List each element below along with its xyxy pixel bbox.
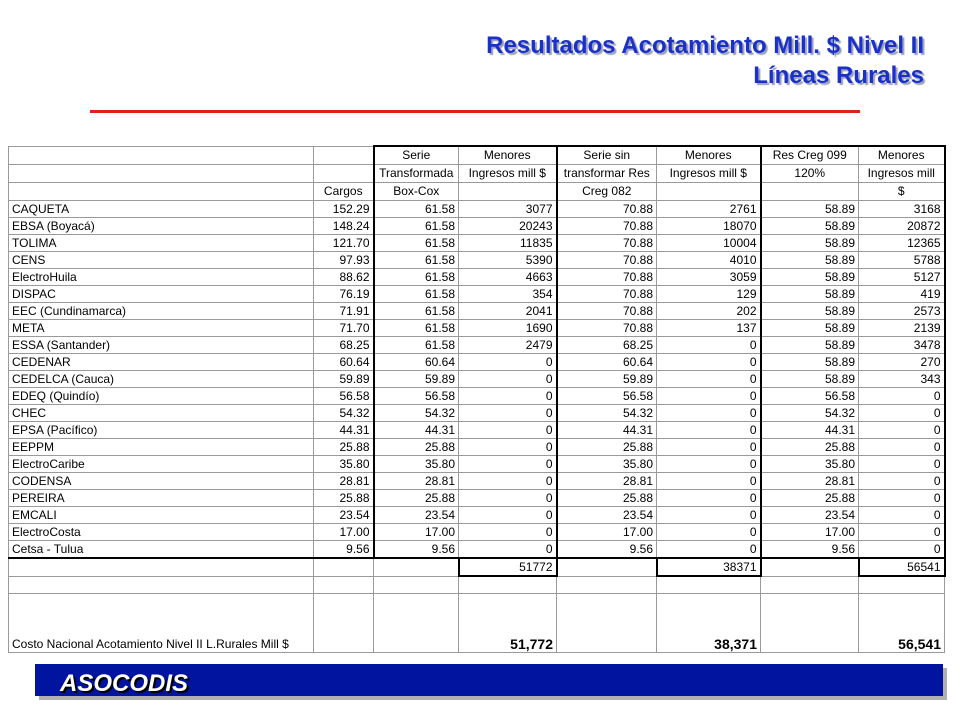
value-cell: 9.56 [374, 541, 459, 559]
value-cell: 61.58 [374, 235, 459, 252]
value-cell: 0 [657, 354, 761, 371]
value-cell: 61.58 [374, 337, 459, 354]
value-cell: 35.80 [557, 456, 657, 473]
value-cell: 0 [859, 422, 945, 439]
value-cell: 3168 [859, 201, 945, 218]
value-cell: 354 [459, 286, 557, 303]
company-name-cell: ElectroHuila [9, 269, 314, 286]
value-cell: 12365 [859, 235, 945, 252]
company-name-cell: ESSA (Santander) [9, 337, 314, 354]
value-cell: 28.81 [761, 473, 859, 490]
empty-cell [859, 576, 945, 594]
table-row [9, 337, 945, 354]
value-cell: 25.88 [761, 490, 859, 507]
value-cell: 44.31 [761, 422, 859, 439]
value-cell: 2139 [859, 320, 945, 337]
value-cell: 0 [657, 439, 761, 456]
value-cell: 20243 [459, 218, 557, 235]
table-row [9, 405, 945, 422]
value-cell: 17.00 [557, 524, 657, 541]
company-name-cell: Cetsa - Tulua [9, 541, 314, 559]
value-cell: 3059 [657, 269, 761, 286]
value-cell: 28.81 [374, 473, 459, 490]
value-cell: 61.58 [374, 286, 459, 303]
value-cell: 61.58 [374, 320, 459, 337]
company-name-cell: ElectroCosta [9, 524, 314, 541]
table-row [9, 286, 945, 303]
value-cell: 11835 [459, 235, 557, 252]
value-cell: 20872 [859, 218, 945, 235]
empty-cell [314, 594, 374, 653]
value-cell: 3077 [459, 201, 557, 218]
company-name-cell: CEDENAR [9, 354, 314, 371]
empty-cell [557, 594, 657, 653]
empty-cell [314, 558, 374, 576]
value-cell: 137 [657, 320, 761, 337]
value-cell: 4663 [459, 269, 557, 286]
empty-cell [761, 576, 859, 594]
value-cell: 70.88 [557, 269, 657, 286]
value-cell: 25.88 [761, 439, 859, 456]
value-cell: 71.91 [314, 303, 374, 320]
value-cell: 44.31 [557, 422, 657, 439]
value-cell: 23.54 [374, 507, 459, 524]
value-cell: 17.00 [761, 524, 859, 541]
value-cell: 2041 [459, 303, 557, 320]
value-cell: 2479 [459, 337, 557, 354]
value-cell: 0 [657, 405, 761, 422]
value-cell: 202 [657, 303, 761, 320]
value-cell: 3478 [859, 337, 945, 354]
value-cell: 17.00 [314, 524, 374, 541]
company-name-cell: CENS [9, 252, 314, 269]
value-cell: 54.32 [557, 405, 657, 422]
value-cell: 25.88 [557, 439, 657, 456]
value-cell: 0 [459, 371, 557, 388]
value-cell: 61.58 [374, 303, 459, 320]
value-cell: 70.88 [557, 320, 657, 337]
value-cell: 17.00 [374, 524, 459, 541]
empty-cell [761, 558, 859, 576]
value-cell: 0 [459, 541, 557, 559]
value-cell: 9.56 [761, 541, 859, 559]
header-cell [9, 165, 314, 183]
page-title: Resultados Acotamiento Mill. $ Nivel II [486, 32, 924, 59]
empty-cell [9, 576, 314, 594]
value-cell: 58.89 [761, 201, 859, 218]
value-cell: 58.89 [761, 269, 859, 286]
total-cell: 51772 [459, 558, 557, 576]
header-cell [9, 183, 314, 201]
value-cell: 148.24 [314, 218, 374, 235]
table-row [9, 388, 945, 405]
value-cell: 70.88 [557, 252, 657, 269]
value-cell: 2573 [859, 303, 945, 320]
header-cell: Menores [657, 146, 761, 165]
header-cell [761, 183, 859, 201]
value-cell: 0 [657, 337, 761, 354]
value-cell: 0 [459, 473, 557, 490]
company-name-cell: CODENSA [9, 473, 314, 490]
company-name-cell: EEC (Cundinamarca) [9, 303, 314, 320]
header-cell [9, 146, 314, 165]
value-cell: 9.56 [314, 541, 374, 559]
header-cell: transformar Res [557, 165, 657, 183]
value-cell: 0 [459, 524, 557, 541]
value-cell: 68.25 [557, 337, 657, 354]
table-row [9, 303, 945, 320]
title-divider [90, 110, 860, 113]
header-cell: Menores [859, 146, 945, 165]
value-cell: 35.80 [374, 456, 459, 473]
cost-value-cell: 56,541 [859, 594, 945, 653]
value-cell: 0 [459, 388, 557, 405]
header-row-1 [9, 146, 945, 165]
value-cell: 0 [859, 473, 945, 490]
company-name-cell: TOLIMA [9, 235, 314, 252]
spacer-row [9, 576, 945, 594]
table-row [9, 524, 945, 541]
value-cell: 28.81 [557, 473, 657, 490]
value-cell: 10004 [657, 235, 761, 252]
company-name-cell: DISPAC [9, 286, 314, 303]
value-cell: 0 [657, 490, 761, 507]
header-cell: Cargos [314, 183, 374, 201]
value-cell: 58.89 [761, 337, 859, 354]
value-cell: 23.54 [314, 507, 374, 524]
header-cell [459, 183, 557, 201]
header-cell: Res Creg 099 [761, 146, 859, 165]
value-cell: 0 [859, 490, 945, 507]
header-cell: Ingresos mill [859, 165, 945, 183]
company-name-cell: EBSA (Boyacá) [9, 218, 314, 235]
value-cell: 58.89 [761, 354, 859, 371]
value-cell: 5390 [459, 252, 557, 269]
table-row [9, 473, 945, 490]
table-row [9, 541, 945, 559]
value-cell: 343 [859, 371, 945, 388]
value-cell: 9.56 [557, 541, 657, 559]
value-cell: 58.89 [761, 286, 859, 303]
value-cell: 59.89 [374, 371, 459, 388]
header-cell [657, 183, 761, 201]
table-row [9, 201, 945, 218]
table-row [9, 252, 945, 269]
header-row-3 [9, 183, 945, 201]
value-cell: 59.89 [314, 371, 374, 388]
empty-cell [761, 594, 859, 653]
value-cell: 0 [459, 456, 557, 473]
company-name-cell: EEPPM [9, 439, 314, 456]
table-row [9, 422, 945, 439]
value-cell: 0 [657, 456, 761, 473]
total-cell: 56541 [859, 558, 945, 576]
value-cell: 56.58 [374, 388, 459, 405]
value-cell: 58.89 [761, 320, 859, 337]
company-name-cell: EPSA (Pacífico) [9, 422, 314, 439]
brand-logo-text: ASOCODIS [60, 670, 189, 697]
table-row [9, 354, 945, 371]
value-cell: 61.58 [374, 201, 459, 218]
header-cell [314, 146, 374, 165]
table-row [9, 218, 945, 235]
value-cell: 0 [657, 422, 761, 439]
value-cell: 25.88 [374, 490, 459, 507]
value-cell: 68.25 [314, 337, 374, 354]
page-subtitle: Líneas Rurales [753, 62, 924, 89]
value-cell: 97.93 [314, 252, 374, 269]
value-cell: 4010 [657, 252, 761, 269]
value-cell: 0 [859, 405, 945, 422]
empty-cell [557, 576, 657, 594]
value-cell: 0 [657, 371, 761, 388]
header-cell: Box-Cox [374, 183, 459, 201]
value-cell: 35.80 [314, 456, 374, 473]
empty-cell [557, 558, 657, 576]
header-cell: Transformada [374, 165, 459, 183]
value-cell: 54.32 [314, 405, 374, 422]
national-cost-row [9, 594, 945, 653]
value-cell: 70.88 [557, 201, 657, 218]
value-cell: 0 [459, 354, 557, 371]
value-cell: 0 [459, 405, 557, 422]
value-cell: 0 [459, 422, 557, 439]
value-cell: 152.29 [314, 201, 374, 218]
value-cell: 2761 [657, 201, 761, 218]
value-cell: 61.58 [374, 269, 459, 286]
company-name-cell: PEREIRA [9, 490, 314, 507]
value-cell: 56.58 [314, 388, 374, 405]
value-cell: 56.58 [761, 388, 859, 405]
value-cell: 58.89 [761, 371, 859, 388]
empty-cell [374, 558, 459, 576]
value-cell: 88.62 [314, 269, 374, 286]
value-cell: 56.58 [557, 388, 657, 405]
value-cell: 129 [657, 286, 761, 303]
table-row [9, 439, 945, 456]
value-cell: 71.70 [314, 320, 374, 337]
value-cell: 0 [657, 388, 761, 405]
value-cell: 0 [657, 524, 761, 541]
value-cell: 419 [859, 286, 945, 303]
value-cell: 58.89 [761, 252, 859, 269]
value-cell: 0 [657, 473, 761, 490]
value-cell: 54.32 [761, 405, 859, 422]
value-cell: 58.89 [761, 303, 859, 320]
company-name-cell: EDEQ (Quindío) [9, 388, 314, 405]
value-cell: 61.58 [374, 218, 459, 235]
value-cell: 25.88 [314, 490, 374, 507]
table-row [9, 235, 945, 252]
value-cell: 60.64 [314, 354, 374, 371]
header-cell: Ingresos mill $ [657, 165, 761, 183]
header-cell [314, 165, 374, 183]
empty-cell [374, 594, 459, 653]
value-cell: 0 [657, 541, 761, 559]
empty-cell [459, 576, 557, 594]
company-name-cell: CAQUETA [9, 201, 314, 218]
value-cell: 35.80 [761, 456, 859, 473]
value-cell: 70.88 [557, 218, 657, 235]
empty-cell [314, 576, 374, 594]
header-cell: Serie [374, 146, 459, 165]
cost-value-cell: 38,371 [657, 594, 761, 653]
table-row [9, 490, 945, 507]
header-cell: Menores [459, 146, 557, 165]
value-cell: 0 [859, 388, 945, 405]
value-cell: 0 [459, 507, 557, 524]
value-cell: 54.32 [374, 405, 459, 422]
value-cell: 0 [859, 439, 945, 456]
value-cell: 1690 [459, 320, 557, 337]
table-row [9, 456, 945, 473]
header-cell: 120% [761, 165, 859, 183]
value-cell: 70.88 [557, 303, 657, 320]
company-name-cell: EMCALI [9, 507, 314, 524]
total-cell: 38371 [657, 558, 761, 576]
value-cell: 70.88 [557, 235, 657, 252]
value-cell: 0 [859, 456, 945, 473]
value-cell: 121.70 [314, 235, 374, 252]
value-cell: 0 [859, 541, 945, 559]
empty-cell [9, 558, 314, 576]
company-name-cell: META [9, 320, 314, 337]
header-cell: Ingresos mill $ [459, 165, 557, 183]
totals-row [9, 558, 945, 576]
value-cell: 0 [459, 439, 557, 456]
value-cell: 0 [859, 507, 945, 524]
value-cell: 61.58 [374, 252, 459, 269]
value-cell: 0 [657, 507, 761, 524]
empty-cell [374, 576, 459, 594]
value-cell: 60.64 [374, 354, 459, 371]
company-name-cell: ElectroCaribe [9, 456, 314, 473]
value-cell: 70.88 [557, 286, 657, 303]
value-cell: 25.88 [314, 439, 374, 456]
cost-label: Costo Nacional Acotamiento Nivel II L.Rurales Mill $ [9, 594, 314, 653]
results-table [8, 145, 946, 653]
company-name-cell: CHEC [9, 405, 314, 422]
value-cell: 59.89 [557, 371, 657, 388]
value-cell: 23.54 [557, 507, 657, 524]
header-cell: Serie sin [557, 146, 657, 165]
table-row [9, 320, 945, 337]
value-cell: 18070 [657, 218, 761, 235]
value-cell: 58.89 [761, 235, 859, 252]
value-cell: 5127 [859, 269, 945, 286]
table-row [9, 371, 945, 388]
header-row-2 [9, 165, 945, 183]
company-name-cell: CEDELCA (Cauca) [9, 371, 314, 388]
header-cell: $ [859, 183, 945, 201]
header-cell: Creg 082 [557, 183, 657, 201]
value-cell: 25.88 [374, 439, 459, 456]
value-cell: 58.89 [761, 218, 859, 235]
value-cell: 23.54 [761, 507, 859, 524]
empty-cell [657, 576, 761, 594]
value-cell: 0 [459, 490, 557, 507]
cost-value-cell: 51,772 [459, 594, 557, 653]
value-cell: 5788 [859, 252, 945, 269]
value-cell: 270 [859, 354, 945, 371]
value-cell: 0 [859, 524, 945, 541]
value-cell: 28.81 [314, 473, 374, 490]
value-cell: 44.31 [314, 422, 374, 439]
table-row [9, 507, 945, 524]
table-row [9, 269, 945, 286]
value-cell: 76.19 [314, 286, 374, 303]
value-cell: 44.31 [374, 422, 459, 439]
value-cell: 60.64 [557, 354, 657, 371]
value-cell: 25.88 [557, 490, 657, 507]
